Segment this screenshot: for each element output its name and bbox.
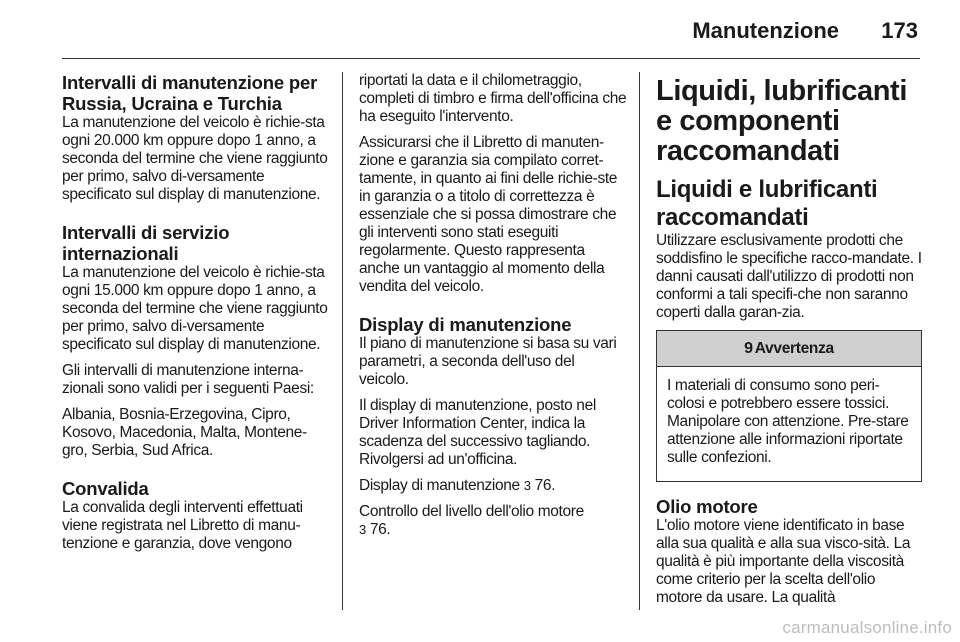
page-ref-arrow-icon: 3 [523,478,531,493]
subchapter-title: Liquidi e lubrificanti raccomandati [656,176,878,231]
warning-title: Avvertenza [754,339,834,357]
reference-page: 76. [534,477,556,494]
chapter-title: Liquidi, lubrificanti e componenti raccomandati [656,75,907,167]
cross-reference-oil-level[interactable] [359,503,627,539]
heading-engine-oil: Olio motore [656,496,758,517]
column-divider-1 [342,72,343,610]
cross-reference-service-display[interactable] [359,477,627,495]
page-ref-arrow-icon: 3 [359,522,366,537]
reference-text: Display di manutenzione [359,477,520,494]
warning-box [656,330,922,482]
paragraph: L'olio motore viene identificato in base alla sua qualità e alla sua visco-sità. La qualità è più importante della viscosità come criterio per la scelta dell'olio motore da usare. La qualità [656,517,911,606]
column-left [62,72,332,561]
page-number: 173 [881,18,918,43]
reference-text: Controllo del livello dell'olio motore [359,503,584,520]
header-divider [62,58,920,59]
reference-page: 76. [369,521,391,538]
heading-convalida: Convalida [62,478,149,499]
heading-russia-intervals: Intervalli di manutenzione per Russia, Ucraina e Turchia [62,72,318,114]
paragraph: La convalida degli interventi effettuati viene registrata nel Libretto di manu-tenzione e garanzia, dove vengono [62,499,303,552]
heading-service-display: Display di manutenzione [359,314,572,335]
paragraph: Assicurarsi che il Libretto di manuten-zione e garanzia sia compilato corret-tamente, in quanto ai fini delle richie-ste in garanzia o a titolo di correttezza è essenziale che si possa dimostrare che gli interventi sono stati eseguiti regolarmente. Questo rappresenta anche un vantaggio al momento della vendita del veicolo. [359,134,618,295]
paragraph: riportati la data e il chilometraggio, completi di timbro e firma dell'officina che ha eseguito l'intervento. [359,72,627,125]
section-title: Manutenzione [692,18,839,43]
heading-international-intervals: Intervalli di servizio internazionali [62,222,230,264]
paragraph: Utilizzare esclusivamente prodotti che soddisfino le specifiche racco-mandate. I danni causati dall'utilizzo di prodotti non conformi a tali specifi-che non saranno coperti dalla garan-zia. [656,232,922,321]
column-middle [359,72,627,547]
paragraph: Il display di manutenzione, posto nel Driver Information Center, indica la scadenza del successivo tagliando. Rivolgersi ad un'officina. [359,397,596,468]
warning-text: I materiali di consumo sono peri-colosi e potrebbero essere tossici. Manipolare con attenzione. Pre-stare attenzione alle informazioni riportate sulle confezioni. [667,377,909,466]
warning-triangle-icon: 9 [744,339,753,357]
paragraph: Albania, Bosnia-Erzegovina, Cipro, Kosovo, Macedonia, Malta, Montene-gro, Serbia, Sud Africa. [62,406,307,459]
paragraph: La manutenzione del veicolo è richie-sta ogni 20.000 km oppure dopo 1 anno, a seconda del termine che viene raggiunto per primo, salvo di-versamente specificato sul display di manutenzione. [62,114,328,203]
watermark: carmanualsonline.info [782,618,952,637]
column-right [656,72,922,615]
warning-header [657,331,921,367]
paragraph: Gli intervalli di manutenzione interna-zionali sono validi per i seguenti Paesi: [62,362,314,397]
page-header [0,0,960,62]
paragraph: La manutenzione del veicolo è richie-sta ogni 15.000 km oppure dopo 1 anno, a seconda del termine che viene raggiunto per primo, salvo di-versamente specificato sul display di manutenzione. [62,264,328,353]
column-divider-2 [639,72,640,610]
paragraph: Il piano di manutenzione si basa su vari parametri, a seconda dell'uso del veicolo. [359,335,617,388]
